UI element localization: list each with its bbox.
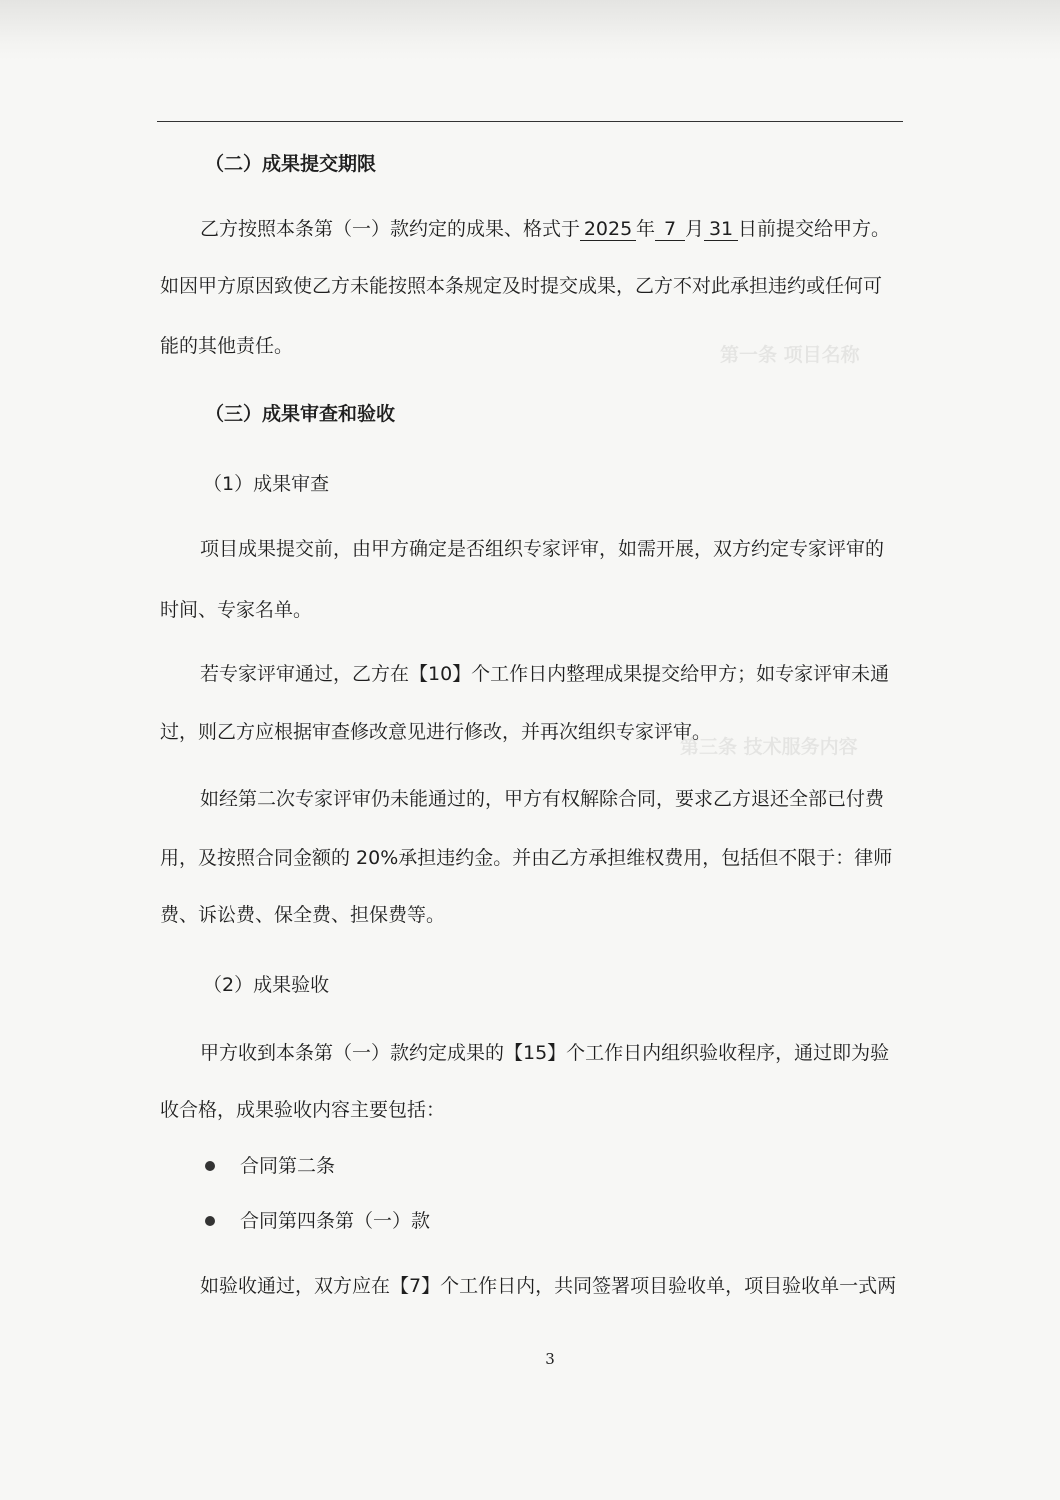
- paragraph-line: 能的其他责任。: [160, 335, 294, 357]
- paragraph-line: 用，及按照合同金额的 20%承担违约金。并由乙方承担维权费用，包括但不限于：律师: [160, 847, 893, 869]
- paragraph-line: 若专家评审通过，乙方在【10】个工作日内整理成果提交给甲方；如专家评审未通: [200, 663, 890, 685]
- paragraph-line: 乙方按照本条第（一）款约定的成果、格式于 2025 年 7 月 31 日前提交给甲方。: [200, 218, 891, 240]
- paragraph-line: 过，则乙方应根据审查修改意见进行修改，并再次组织专家评审。: [160, 721, 712, 743]
- header-rule: [157, 121, 903, 122]
- page-number: 3: [545, 1350, 555, 1368]
- paragraph-line: 甲方收到本条第（一）款约定成果的【15】个工作日内组织验收程序，通过即为验: [200, 1042, 890, 1064]
- paragraph-line: 时间、专家名单。: [160, 599, 313, 621]
- bleed-through-text: 第一条 项目名称: [720, 344, 860, 366]
- date-year: 2025: [580, 218, 636, 241]
- paragraph-line: 收合格，成果验收内容主要包括：: [160, 1099, 446, 1121]
- paragraph-line: 项目成果提交前，由甲方确定是否组织专家评审，如需开展，双方约定专家评审的: [200, 538, 885, 560]
- list-item: 合同第二条: [240, 1155, 336, 1177]
- date-day: 31: [704, 218, 738, 241]
- section-heading: （二）成果提交期限: [205, 153, 377, 175]
- bleed-through-text: 第三条 技术服务内容: [680, 736, 858, 758]
- paragraph-line: 如经第二次专家评审仍未能通过的，甲方有权解除合同，要求乙方退还全部已付费: [200, 788, 885, 810]
- scan-shadow: [0, 0, 1060, 60]
- paragraph-line: 如因甲方原因致使乙方未能按照本条规定及时提交成果，乙方不对此承担违约或任何可: [160, 275, 883, 297]
- bullet-icon: [205, 1216, 215, 1226]
- subsection-heading: （1）成果审查: [203, 473, 330, 495]
- paragraph-line: 如验收通过，双方应在【7】个工作日内，共同签署项目验收单，项目验收单一式两: [200, 1275, 897, 1297]
- bullet-icon: [205, 1161, 215, 1171]
- list-item: 合同第四条第（一）款: [240, 1210, 431, 1232]
- date-month: 7: [655, 218, 685, 241]
- section-heading: （三）成果审查和验收: [205, 403, 396, 425]
- paragraph-line: 费、诉讼费、保全费、担保费等。: [160, 904, 446, 926]
- subsection-heading: （2）成果验收: [203, 974, 330, 996]
